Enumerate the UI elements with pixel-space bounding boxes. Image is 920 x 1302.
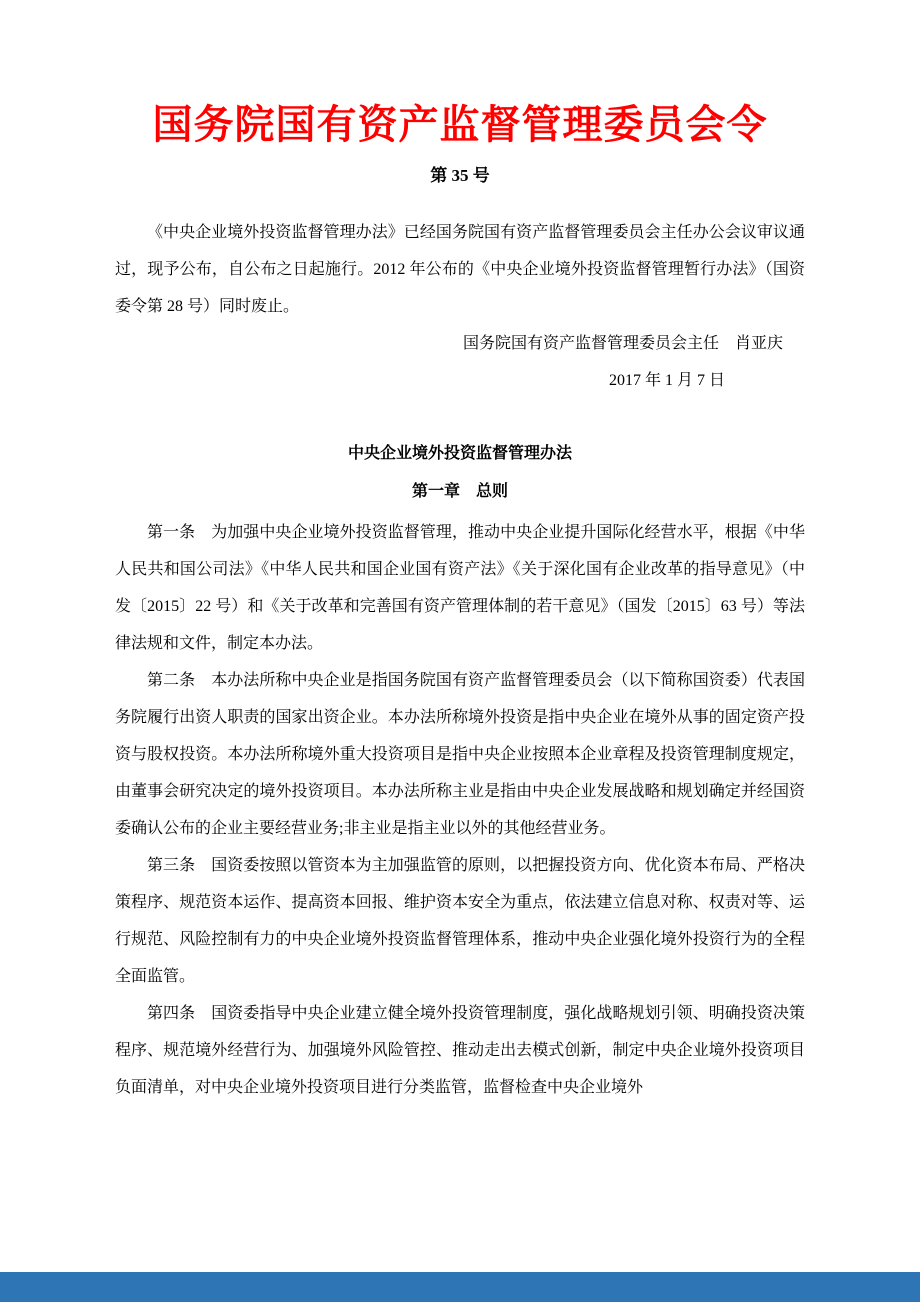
footer-bar [0, 1272, 920, 1302]
preamble-paragraph: 《中央企业境外投资监督管理办法》已经国务院国有资产监督管理委员会主任办公会议审议通过，现予公布，自公布之日起施行。2012 年公布的《中央企业境外投资监督管理暂行办法》（国资委令第 28 号）同时废止。 [115, 224, 805, 315]
article-paragraph-1: 第一条 为加强中央企业境外投资监督管理，推动中央企业提升国际化经营水平，根据《中华人民共和国公司法》《中华人民共和国企业国有资产法》《关于深化国有企业改革的指导意见》（中发〔2015〕22 号）和《关于改革和完善国有资产管理体制的若干意见》（国发〔2015〕63 号）等法律法规和文件，制定本办法。 [115, 524, 805, 652]
order-number: 第 35 号 [430, 166, 490, 185]
article-paragraph-3: 第三条 国资委按照以管资本为主加强监管的原则，以把握投资方向、优化资本布局、严格决策程序、规范资本运作、提高资本回报、维护资本安全为重点，依法建立信息对称、权责对等、运行规范、风险控制有力的中央企业境外投资监督管理体系，推动中央企业强化境外投资行为的全程全面监管。 [115, 857, 805, 985]
article-paragraph-4: 第四条 国资委指导中央企业建立健全境外投资管理制度，强化战略规划引领、明确投资决策程序、规范境外经营行为、加强境外风险管控、推动走出去模式创新，制定中央企业境外投资项目负面清单，对中央企业境外投资项目进行分类监管，监督检查中央企业境外 [115, 1005, 805, 1096]
chapter-heading: 第一章 总则 [411, 483, 508, 500]
regulation-title: 中央企业境外投资监督管理办法 [347, 445, 572, 462]
document-title: 国务院国有资产监督管理委员会令 [152, 102, 768, 147]
date-line: 2017 年 1 月 7 日 [608, 372, 725, 389]
article-paragraph-2: 第二条 本办法所称中央企业是指国务院国有资产监督管理委员会（以下简称国资委）代表国务院履行出资人职责的国家出资企业。本办法所称境外投资是指中央企业在境外从事的固定资产投资与股权投资。本办法所称境外重大投资项目是指中央企业按照本企业章程及投资管理制度规定，由董事会研究决定的境外投资项目。本办法所称主业是指由中央企业发展战略和规划确定并经国资委确认公布的企业主要经营业务;非主业是指主业以外的其他经营业务。 [115, 672, 805, 837]
signature-line: 国务院国有资产监督管理委员会主任 肖亚庆 [462, 335, 783, 352]
